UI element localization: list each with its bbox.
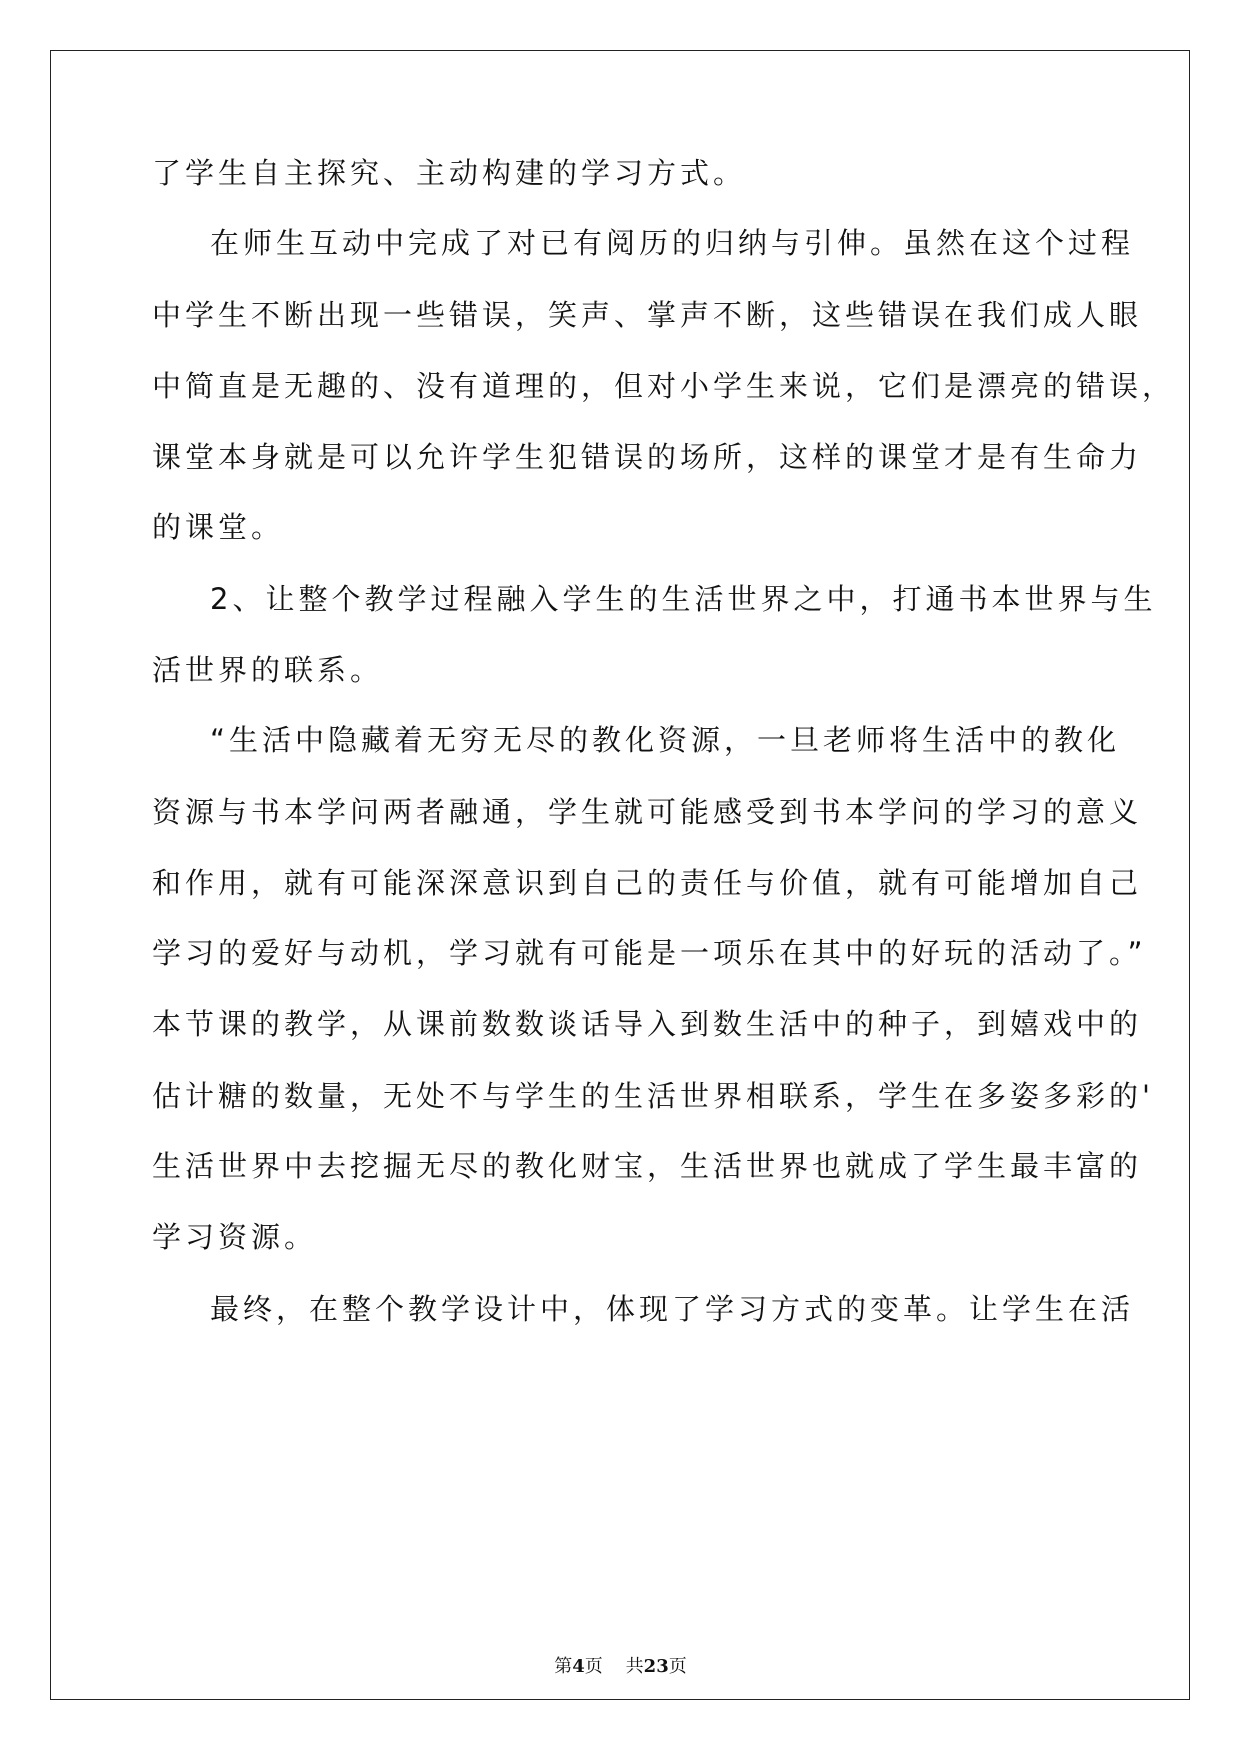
paragraph-1-line-1: 在师生互动中完成了对已有阅历的归纳与引伸。虽然在这个过程	[210, 226, 1135, 260]
page-suffix: 页	[584, 1656, 603, 1677]
page-prefix: 第	[554, 1656, 573, 1677]
paragraph-3-line-5: 本节课的教学，从课前数数谈话导入到数生活中的种子，到嬉戏中的	[152, 1007, 1143, 1041]
paragraph-3-line-7: 生活世界中去挖掘无尽的教化财宝，生活世界也就成了学生最丰富的	[152, 1149, 1143, 1183]
paragraph-1-line-3: 中简直是无趣的、没有道理的，但对小学生来说，它们是漂亮的错误，	[152, 369, 1176, 403]
total-suffix: 页	[668, 1656, 687, 1677]
paragraph-3-line-1: “生活中隐藏着无穷无尽的教化资源，一旦老师将生活中的教化	[210, 723, 1121, 757]
paragraph-4-line-1: 最终，在整个教学设计中，体现了学习方式的变革。让学生在活	[210, 1292, 1135, 1326]
total-prefix: 共	[625, 1656, 644, 1677]
paragraph-2-line-2: 活世界的联系。	[152, 653, 384, 687]
paragraph-3-line-6: 估计糖的数量，无处不与学生的生活世界相联系，学生在多姿多彩的'	[152, 1079, 1154, 1113]
paragraph-3-line-8: 学习资源。	[152, 1220, 318, 1254]
paragraph-3-line-4: 学习的爱好与动机，学习就有可能是一项乐在其中的好玩的活动了。”	[152, 936, 1147, 970]
paragraph-1-line-5: 的课堂。	[152, 510, 285, 544]
paragraph-1-line-4: 课堂本身就是可以允许学生犯错误的场所，这样的课堂才是有生命力	[152, 440, 1143, 474]
paragraph-3-line-2: 资源与书本学问两者融通，学生就可能感受到书本学问的学习的意义	[152, 795, 1143, 829]
total-pages: 23	[643, 1656, 669, 1677]
page-footer	[0, 1655, 1241, 1679]
page-number: 4	[572, 1656, 585, 1677]
paragraph-1-line-2: 中学生不断出现一些错误，笑声、掌声不断，这些错误在我们成人眼	[152, 298, 1143, 332]
paragraph-3-line-3: 和作用，就有可能深深意识到自己的责任与价值，就有可能增加自己	[152, 866, 1143, 900]
text-line-1: 了学生自主探究、主动构建的学习方式。	[152, 156, 747, 190]
paragraph-2-line-1: 2、让整个教学过程融入学生的生活世界之中，打通书本世界与生	[210, 582, 1157, 616]
